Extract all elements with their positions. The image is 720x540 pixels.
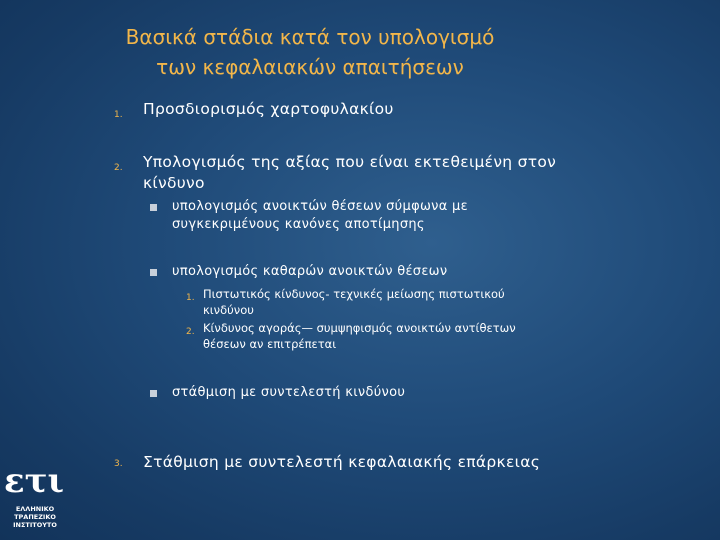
subsubitem-1-text-line-2: κινδύνου xyxy=(203,303,254,317)
item-3-number: 3. xyxy=(114,459,123,469)
slide-title-line-1: Βασικά στάδια κατά τον υπολογισμό xyxy=(125,25,495,49)
item-2-text-line-2: κίνδυνο xyxy=(143,174,205,192)
item-1-text: Προσδιορισμός χαρτοφυλακίου xyxy=(143,100,394,118)
logo-line-3: ΙΝΣΤΙΤΟΥΤΟ xyxy=(13,521,57,529)
logo-mark-text: ετι xyxy=(4,461,64,501)
subitem-1-text-line-2: συγκεκριμένους κανόνες αποτίμησης xyxy=(172,217,425,232)
logo-line-2: ΤΡΑΠΕΖΙΚΟ xyxy=(14,513,56,521)
item-3-text: Στάθμιση με συντελεστή κεφαλαιακής επάρκειας xyxy=(143,453,541,471)
subitem-3-text: στάθμιση με συντελεστή κινδύνου xyxy=(172,385,406,400)
slide-title-line-2: των κεφαλαιακών απαιτήσεων xyxy=(156,55,464,79)
subsubitem-2-text-line-1: Κίνδυνος αγοράς— συμψηφισμός ανοικτών αντίθετων xyxy=(203,321,516,335)
subsubitem-1-text-line-1: Πιστωτικός κίνδυνος- τεχνικές μείωσης πιστωτικού xyxy=(203,287,505,301)
logo-line-1: ΕΛΛΗΝΙΚΟ xyxy=(15,505,55,513)
bullet-square-icon xyxy=(150,269,157,276)
bullet-square-icon xyxy=(150,390,157,397)
subitem-2-text: υπολογισμός καθαρών ανοικτών θέσεων xyxy=(172,264,448,279)
subsubitem-2-number: 2. xyxy=(186,327,195,337)
bullet-square-icon xyxy=(150,204,157,211)
subsubitem-2-text-line-2: θέσεων αν επιτρέπεται xyxy=(203,337,337,351)
item-1-number: 1. xyxy=(114,110,123,120)
logo xyxy=(0,448,70,540)
subsubitem-1-number: 1. xyxy=(186,293,195,303)
subitem-1-text xyxy=(172,198,632,234)
item-2-text-line-1: Υπολογισμός της αξίας που είναι εκτεθειμένη στον xyxy=(143,153,557,171)
logo-mark-icon xyxy=(4,458,64,501)
item-2-text xyxy=(143,152,663,194)
slide-title xyxy=(60,22,560,82)
subitem-1-text-line-1: υπολογισμός ανοικτών θέσεων σύμφωνα με xyxy=(172,199,468,214)
item-2-number: 2. xyxy=(114,163,123,173)
subsubitem-1-text xyxy=(203,286,633,318)
subsubitem-2-text xyxy=(203,320,633,352)
